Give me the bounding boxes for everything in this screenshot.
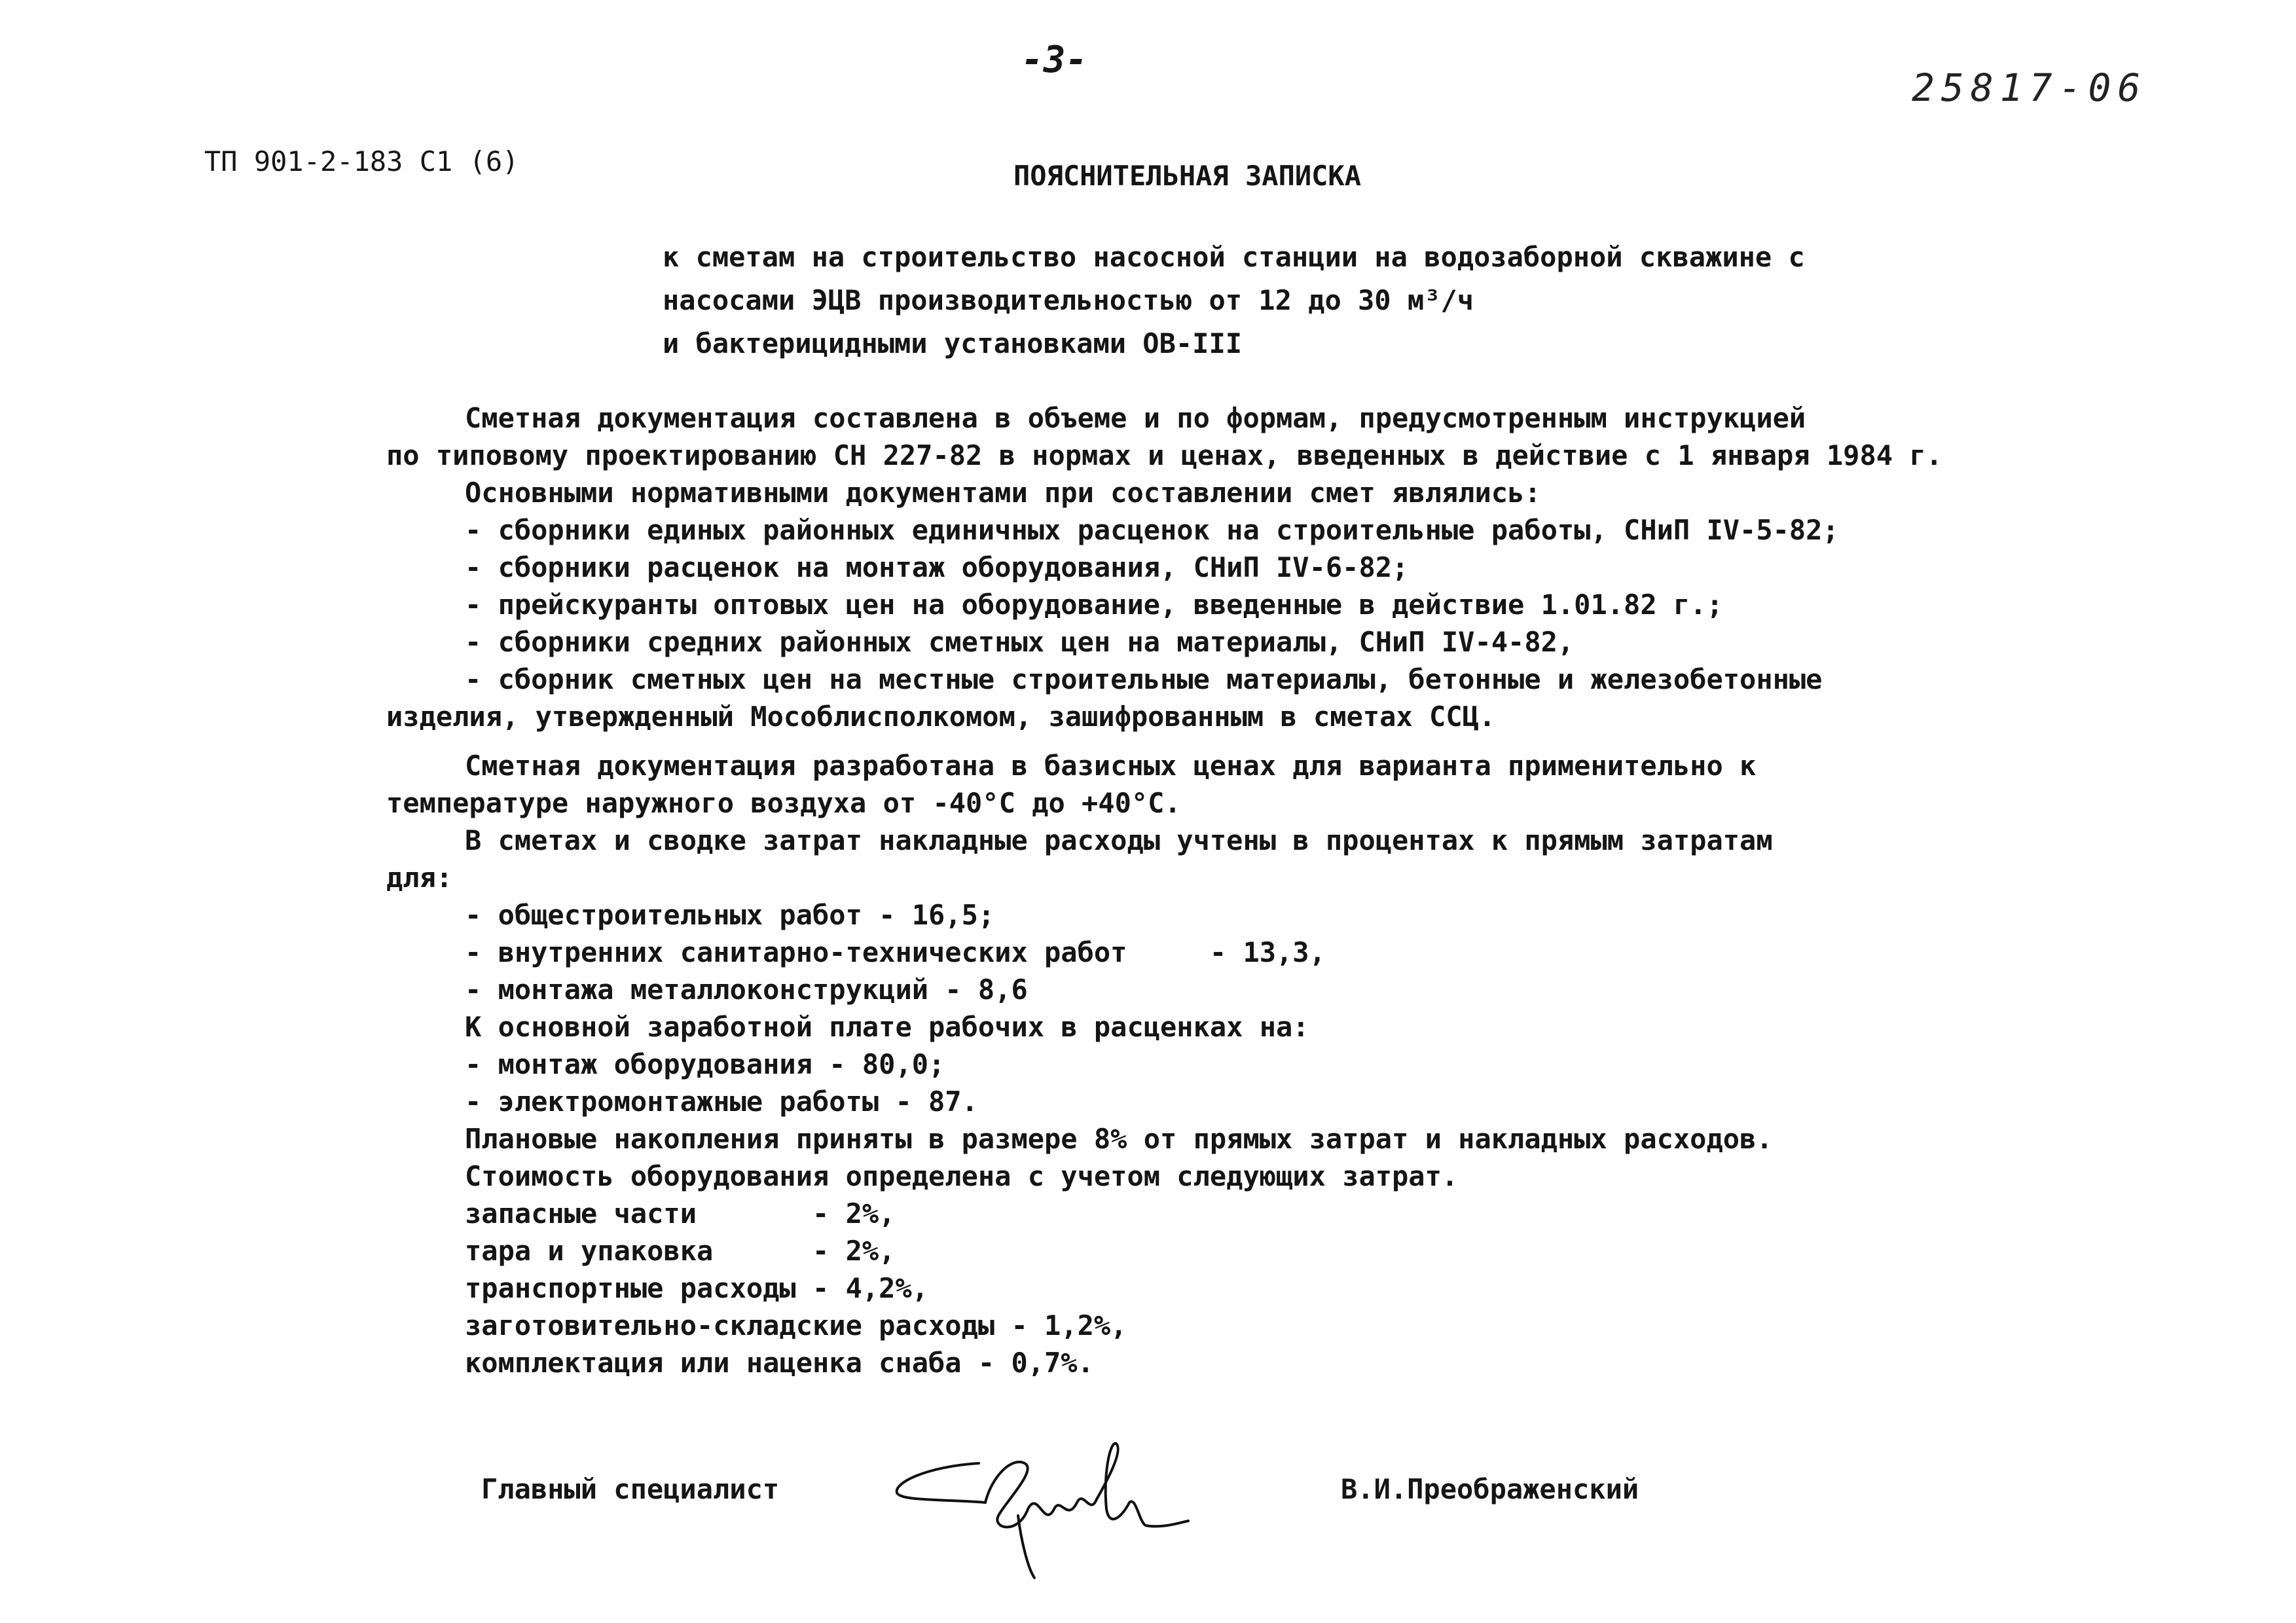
subtitle-line: и бактерицидными установками ОВ-III — [663, 327, 1243, 359]
body-line: - общестроительных работ - 16,5; — [465, 899, 995, 931]
body-line: - электромонтажные работы - 87. — [465, 1085, 978, 1118]
handwritten-signature — [887, 1437, 1195, 1584]
body-line: изделия, утвержденный Мособлисполкомом, зашифрованным в сметах ССЦ. — [386, 701, 1496, 733]
body-line: - монтажа металлоконструкций - 8,6 — [465, 974, 1028, 1006]
body-text — [386, 399, 1942, 1381]
body-line: транспортные расходы - 4,2%, — [465, 1272, 929, 1304]
body-line: для: — [386, 862, 453, 894]
body-line: Сметная документация составлена в объеме и по формам, предусмотренным инструкцией — [465, 402, 1806, 434]
body-line: по типовому проектированию СН 227-82 в нормах и ценах, введенных в действие с 1 января 1984 г. — [386, 439, 1942, 471]
body-line: - сборник сметных цен на местные строительные материалы, бетонные и железобетонные — [465, 663, 1823, 695]
body-line: Плановые накопления приняты в размере 8% от прямых затрат и накладных расходов. — [465, 1123, 1773, 1155]
body-line: - сборники расценок на монтаж оборудования, СНиП IV-6-82; — [465, 551, 1409, 583]
signatory-role: Главный специалист — [481, 1473, 780, 1505]
body-line: комплектация или наценка снаба - 0,7%. — [465, 1347, 1094, 1379]
document-title: ПОЯСНИТЕЛЬНАЯ ЗАПИСКА — [1013, 160, 1362, 192]
body-line: температуре наружного воздуха от -40°С до +40°С. — [386, 787, 1181, 819]
body-line: - сборники единых районных единичных расценок на строительные работы, СНиП IV-5-82; — [465, 514, 1839, 546]
document-subtitle — [663, 236, 1805, 365]
body-line: В сметах и сводке затрат накладные расходы учтены в процентах к прямым затратам — [465, 824, 1773, 856]
page-number: -3- — [1021, 39, 1088, 81]
paragraph-gap — [386, 735, 1905, 747]
body-line: - прейскуранты оптовых цен на оборудование, введенные в действие 1.01.82 г.; — [465, 589, 1723, 621]
body-line: К основной заработной плате рабочих в расценках на: — [465, 1011, 1309, 1043]
body-line: - внутренних санитарно-технических работ - 13,3, — [465, 936, 1326, 968]
body-line: Сметная документация разработана в базисных ценах для варианта применительно к — [465, 750, 1757, 782]
body-line: запасные части - 2%, — [465, 1197, 896, 1230]
project-code: ТП 901-2-183 С1 (6) — [204, 145, 519, 177]
body-line: Основными нормативными документами при составлении смет являлись: — [465, 477, 1541, 509]
body-line: тара и упаковка - 2%, — [465, 1235, 896, 1267]
body-line: заготовительно-складские расходы - 1,2%, — [465, 1309, 1127, 1341]
subtitle-line: к сметам на строительство насосной станции на водозаборной скважине с — [663, 241, 1805, 273]
signatory-name: В.И.Преображенский — [1341, 1473, 1639, 1505]
document-number: 25817-06 — [1912, 65, 2147, 110]
body-line: Стоимость оборудования определена с учетом следующих затрат. — [465, 1160, 1459, 1192]
body-line: - монтаж оборудования - 80,0; — [465, 1048, 945, 1080]
subtitle-line: насосами ЭЦВ производительностью от 12 до 30 м³/ч — [663, 284, 1474, 316]
body-line: - сборники средних районных сметных цен на материалы, СНиП IV-4-82, — [465, 626, 1575, 658]
